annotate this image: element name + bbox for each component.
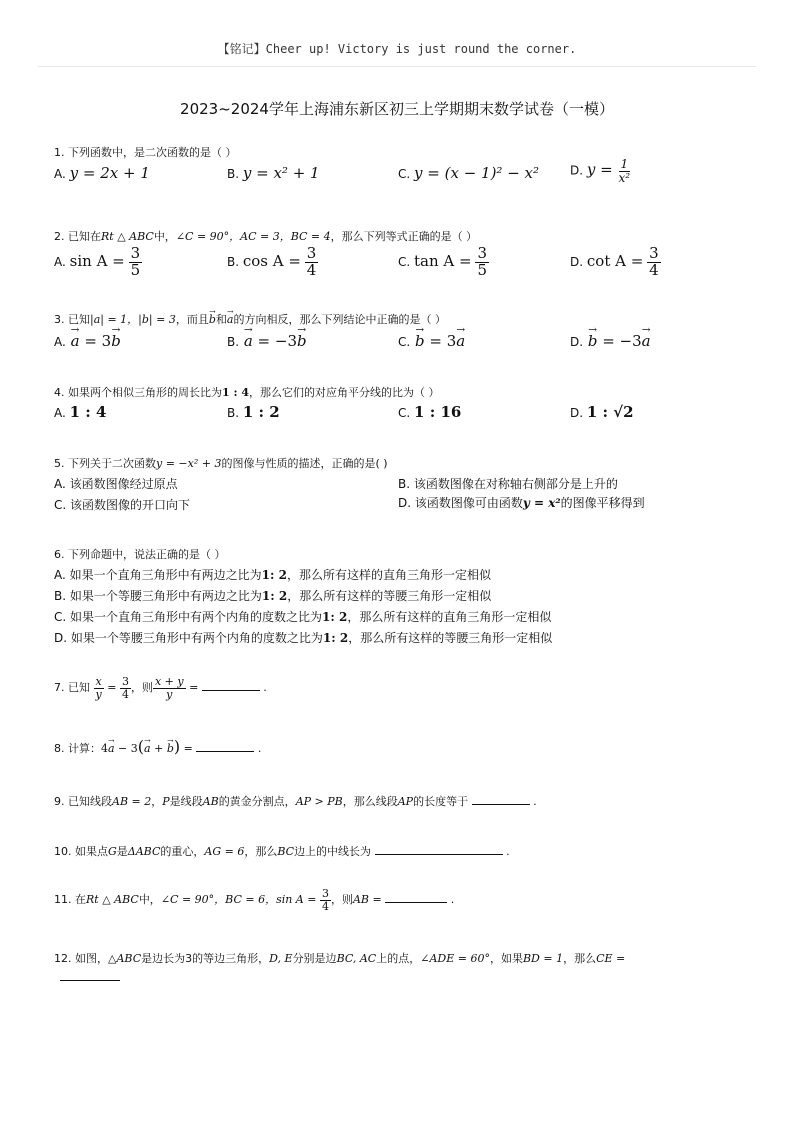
option-letter: D. <box>570 335 584 349</box>
fraction-denominator: 4 <box>649 260 659 279</box>
option-fraction <box>475 246 489 279</box>
question-5-option-b: B. 该函数图像在对称轴右侧部分是上升的 <box>398 477 618 491</box>
stem-text: . <box>506 845 510 858</box>
option-text: ，那么所有这样的等腰三角形一定相似 <box>287 589 492 603</box>
option-letter: D. <box>570 406 584 420</box>
option-letter: B. <box>227 254 240 269</box>
fraction-numerator: x + y <box>154 675 184 688</box>
stem-vector: → a <box>108 742 115 755</box>
stem-text: 分别是边 <box>292 952 337 965</box>
question-6-option-a <box>54 566 491 583</box>
answer-blank[interactable] <box>472 804 530 805</box>
option-letter: B. <box>227 406 240 420</box>
option-letter: D. <box>570 163 584 178</box>
stem-text: ，则 <box>130 681 153 695</box>
option-text: D. 如果一个等腰三角形中有两个内角的度数之比为 <box>54 631 323 645</box>
stem-text: 3. 已知 <box>54 313 90 326</box>
option-math: 1: 2 <box>322 631 349 645</box>
option-math: y = <box>586 160 613 179</box>
stem-text: 12. 如图， <box>54 952 108 965</box>
question-3-option-b <box>227 332 307 350</box>
stem-text: 11. 在 <box>54 893 86 907</box>
option-math: y = (x − 1)² − x² <box>414 164 540 182</box>
fraction-numerator: 3 <box>121 675 129 688</box>
option-math: = −3 <box>597 332 642 350</box>
stem-text: 是线段 <box>169 795 203 808</box>
option-text: C. 如果一个直角三角形中有两个内角的度数之比为 <box>54 610 323 624</box>
option-letter: B. <box>227 335 240 349</box>
question-1-option-b <box>227 164 320 182</box>
option-letter: B. <box>227 167 240 181</box>
option-math: = 3 <box>79 332 112 350</box>
question-1-option-d <box>570 158 632 184</box>
option-text: ，那么所有这样的等腰三角形一定相似 <box>348 631 553 645</box>
fraction-numerator: 1 <box>620 157 629 171</box>
option-letter: D. <box>570 254 584 269</box>
answer-blank[interactable] <box>60 980 120 981</box>
stem-math: 1 : 4 <box>222 386 250 399</box>
stem-math: = <box>103 681 120 695</box>
question-2-option-a <box>54 246 142 279</box>
question-6-stem: 6. 下列命题中，说法正确的是（ ） <box>54 548 226 561</box>
option-fraction <box>129 246 143 279</box>
stem-text: 2. 已知在 <box>54 230 101 243</box>
stem-math: ΔABC <box>127 845 161 858</box>
fraction-denominator: 4 <box>306 260 317 279</box>
question-2-option-c <box>398 246 489 279</box>
stem-math: ( <box>137 737 145 756</box>
question-5-option-a: A. 该函数图像经过原点 <box>54 477 178 491</box>
question-1-option-a <box>54 164 150 182</box>
stem-math: AG = 6 <box>204 845 245 858</box>
stem-vector: → b <box>167 742 174 755</box>
stem-text: ，那么线段 <box>342 795 398 808</box>
stem-fraction <box>153 676 186 700</box>
option-math: 1: 2 <box>261 589 288 603</box>
stem-math: ∠ADE = 60° <box>420 952 490 965</box>
option-vector: → b <box>111 332 121 350</box>
stem-text: ，那么下列等式正确的是（ ） <box>330 230 478 243</box>
question-1-option-c <box>398 164 539 182</box>
stem-math: AB <box>202 795 219 808</box>
question-4-stem <box>54 384 440 400</box>
question-1-stem: 1. 下列函数中，是二次函数的是（ ） <box>54 146 237 159</box>
stem-text: 的长度等于 <box>413 795 469 808</box>
option-fraction <box>617 158 633 184</box>
fraction-numerator: 3 <box>649 244 659 262</box>
option-letter: C. <box>398 406 411 420</box>
stem-math: AP > PB <box>295 795 343 808</box>
stem-fraction <box>120 676 131 700</box>
question-5-option-d <box>398 494 645 511</box>
option-text: 的图像平移得到 <box>560 496 645 510</box>
stem-math: BC, AC <box>336 952 377 965</box>
option-vector: → b <box>588 332 598 350</box>
question-6-option-d <box>54 629 552 646</box>
stem-text: 是边长为3的等边三角形， <box>141 952 270 965</box>
stem-text: ，那么它们的对应角平分线的比为（ ） <box>249 386 440 399</box>
stem-math: P <box>162 795 170 808</box>
answer-blank[interactable] <box>385 902 447 903</box>
stem-math: Rt △ ABC <box>101 230 154 243</box>
stem-text: 边上的中线长为 <box>294 845 372 858</box>
stem-math: 4 <box>101 742 108 755</box>
stem-math: BD = 1 <box>522 952 564 965</box>
stem-text: . <box>450 893 455 907</box>
stem-text: 9. 已知线段 <box>54 795 112 808</box>
option-vector: → a <box>456 332 465 350</box>
stem-vector: → a <box>227 313 234 326</box>
stem-text: 8. 计算： <box>54 742 101 755</box>
question-3-option-d <box>570 332 651 350</box>
option-letter: A. <box>54 167 66 181</box>
page-banner: 【铭记】Cheer up! Victory is just round the corner. <box>217 42 577 56</box>
stem-text: ，如果 <box>489 952 523 965</box>
stem-text: 中， <box>138 893 161 907</box>
header-divider <box>38 66 756 67</box>
option-math: 1 : √2 <box>586 403 634 421</box>
option-letter: C. <box>398 335 411 349</box>
fraction-denominator: 5 <box>477 260 487 279</box>
option-vector: → a <box>71 332 80 350</box>
option-math: 1: 2 <box>261 568 287 582</box>
option-math: 1 : 2 <box>242 403 280 421</box>
question-12-stem <box>54 950 625 966</box>
answer-blank[interactable] <box>196 751 254 752</box>
stem-vector: → a <box>144 742 151 755</box>
stem-text: 5. 下列关于二次函数 <box>54 457 156 470</box>
option-vector: → a <box>244 332 253 350</box>
stem-text: ，那么 <box>563 952 597 965</box>
question-9-stem <box>54 793 537 809</box>
stem-text: 上的点， <box>376 952 421 965</box>
option-text: ，那么所有这样的直角三角形一定相似 <box>347 610 552 624</box>
answer-blank[interactable] <box>202 690 260 691</box>
fraction-denominator: y <box>95 687 102 701</box>
option-math: 1 : 4 <box>69 403 107 421</box>
stem-text: 和 <box>215 313 227 326</box>
option-text: ，那么所有这样的直角三角形一定相似 <box>286 568 491 582</box>
option-vector: → b <box>297 332 307 350</box>
stem-math: ) <box>173 737 181 756</box>
stem-math: AB = <box>352 893 382 907</box>
option-math: y = x² + 1 <box>242 164 320 182</box>
stem-text: 中， <box>153 230 176 243</box>
stem-text: 的方向相反，那么下列结论中正确的是（ ） <box>233 313 446 326</box>
stem-text: 7. 已知 <box>54 681 90 695</box>
option-letter: C. <box>398 167 411 181</box>
option-letter: A. <box>54 335 66 349</box>
stem-text: 的重心， <box>160 845 205 858</box>
option-text: B. 如果一个等腰三角形中有两边之比为 <box>54 589 262 603</box>
stem-text: 的图像与性质的描述，正确的是( ) <box>221 457 388 470</box>
stem-text: ， <box>151 795 163 808</box>
question-4-option-a <box>54 403 107 421</box>
option-letter: A. <box>54 254 66 269</box>
fraction-numerator: 3 <box>321 887 329 900</box>
stem-text: 是 <box>116 845 128 858</box>
question-5-option-c: C. 该函数图像的开口向下 <box>54 498 191 512</box>
stem-vector: → b <box>209 313 216 326</box>
stem-fraction <box>320 888 331 912</box>
fraction-numerator: x <box>95 675 102 688</box>
option-math: = 3 <box>424 332 457 350</box>
fraction-denominator: x² <box>618 170 631 185</box>
question-5-stem <box>54 455 388 471</box>
stem-math: Rt △ ABC <box>86 893 139 907</box>
question-7-stem <box>54 676 267 700</box>
question-10-stem <box>54 843 510 859</box>
option-text: D. 该函数图像可由函数 <box>398 496 523 510</box>
stem-math: BC <box>277 845 295 858</box>
stem-math: |a| = 1，|b| = 3 <box>90 313 176 326</box>
option-math: 1: 2 <box>322 610 348 624</box>
question-4-option-d <box>570 403 634 421</box>
option-vector: → b <box>415 332 425 350</box>
question-11-stem <box>54 888 454 912</box>
option-math: cot A = <box>586 251 644 270</box>
question-2-option-b <box>227 246 318 279</box>
option-math: tan A = <box>414 251 472 270</box>
question-3-option-c <box>398 332 465 350</box>
option-math: 1 : 16 <box>414 403 462 421</box>
option-math: sin A = <box>69 251 125 270</box>
stem-text: 的黄金分割点， <box>218 795 296 808</box>
stem-text: . <box>533 795 537 808</box>
stem-math: = <box>185 681 202 695</box>
option-letter: C. <box>398 254 411 269</box>
stem-math: ∠C = 90°，BC = 6，sin A = <box>160 893 317 907</box>
fraction-numerator: 3 <box>306 244 317 262</box>
stem-text: ，而且 <box>175 313 209 326</box>
stem-math: ∠C = 90°，AC = 3，BC = 4 <box>175 230 331 243</box>
question-8-stem <box>54 737 261 756</box>
stem-math: AP <box>397 795 414 808</box>
question-6-option-c <box>54 608 551 625</box>
stem-text: ，那么 <box>244 845 278 858</box>
option-text: A. 如果一个直角三角形中有两边之比为 <box>54 568 262 582</box>
stem-text: . <box>263 681 267 695</box>
option-math: y = 2x + 1 <box>69 164 150 182</box>
question-2-stem <box>54 228 477 244</box>
stem-math: CE = <box>596 952 626 965</box>
option-fraction <box>305 246 319 279</box>
question-3-option-a <box>54 332 121 350</box>
stem-math: + <box>150 742 167 755</box>
fraction-numerator: 3 <box>477 244 487 262</box>
stem-text: 4. 如果两个相似三角形的周长比为 <box>54 386 222 399</box>
question-4-option-c <box>398 403 461 421</box>
option-fraction <box>647 246 661 279</box>
option-letter: A. <box>54 406 66 420</box>
stem-text: ，则 <box>330 893 353 907</box>
fraction-denominator: 4 <box>121 687 129 701</box>
question-4-option-b <box>227 403 280 421</box>
option-vector: → a <box>642 332 651 350</box>
stem-math: − 3 <box>114 742 138 755</box>
stem-math: y = −x² + 3 <box>156 457 222 470</box>
question-2-option-d <box>570 246 661 279</box>
fraction-numerator: 3 <box>130 244 141 262</box>
stem-fraction <box>94 676 104 700</box>
option-math: = −3 <box>252 332 297 350</box>
stem-text: . <box>257 742 262 755</box>
option-math: cos A = <box>242 251 301 270</box>
fraction-denominator: 4 <box>321 899 329 913</box>
stem-math: = <box>180 742 197 755</box>
fraction-denominator: 5 <box>130 260 141 279</box>
answer-blank[interactable] <box>375 854 503 855</box>
question-6-option-b <box>54 587 491 604</box>
stem-math: D, E <box>269 952 293 965</box>
fraction-denominator: y <box>166 687 173 701</box>
stem-math: AB = 2 <box>112 795 152 808</box>
option-math: y = x² <box>522 496 561 510</box>
page-title: 2023~2024学年上海浦东新区初三上学期期末数学试卷（一模） <box>180 100 614 118</box>
stem-text: 10. 如果点 <box>54 845 108 858</box>
stem-math: G <box>108 845 117 858</box>
stem-math: △ABC <box>108 952 142 965</box>
